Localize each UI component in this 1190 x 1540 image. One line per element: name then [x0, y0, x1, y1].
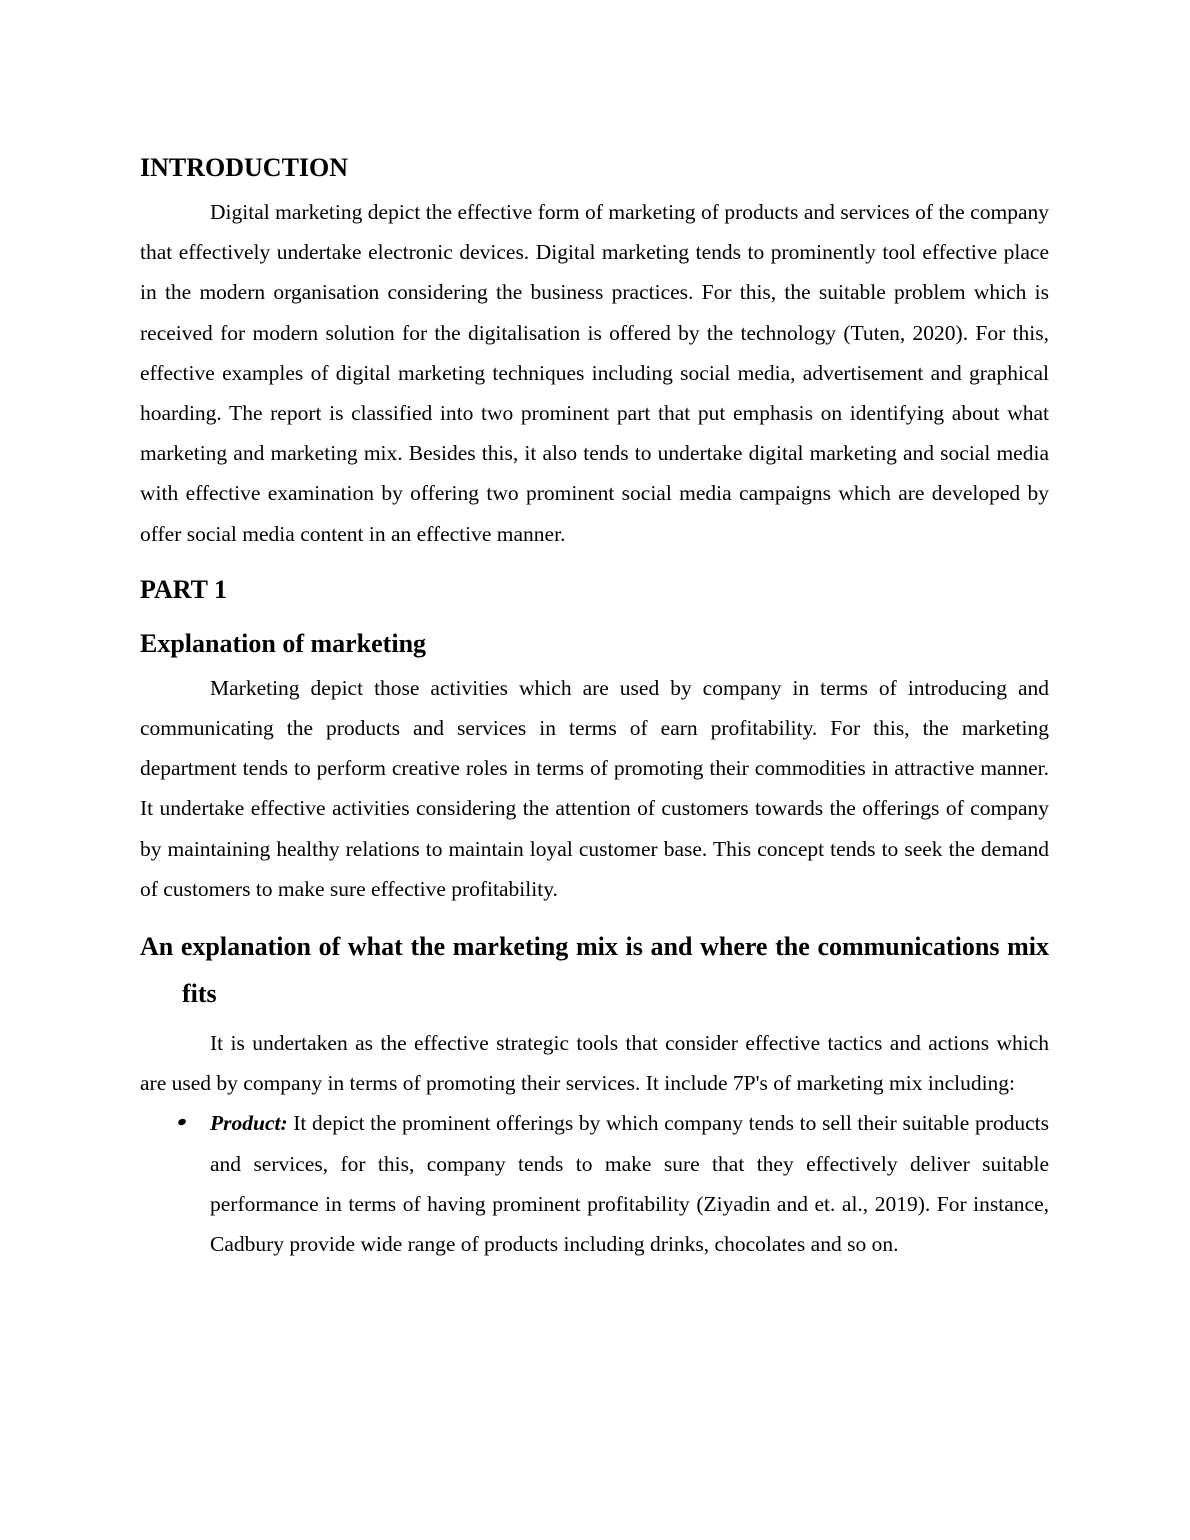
part1-heading: PART 1 [140, 574, 227, 604]
bullet-icon [177, 1118, 187, 1127]
marketing-mix-list [140, 1103, 1049, 1264]
marketing-mix-heading: An explanation of what the marketing mix is and where the communications mix fits [140, 932, 1049, 1009]
document-page [140, 150, 1049, 1264]
introduction-heading: INTRODUCTION [140, 153, 349, 182]
marketing-mix-paragraph: It is undertaken as the effective strategic tools that consider effective tactics and actions which are used by company in terms of promoting their services. It include 7P's of marketing mix including: [140, 1031, 1049, 1096]
introduction-paragraph: Digital marketing depict the effective form of marketing of products and services of the company that effectively undertake electronic devices. Digital marketing tends to prominently tool effective place in the modern organisation considering the business practices. For this, the suitable problem which is received for modern solution for the digitalisation is offered by the technology (Tuten, 2020). For this, effective examples of digital marketing techniques including social media, advertisement and graphical hoarding. The report is classified into two prominent part that put emphasis on identifying about what marketing and marketing mix. Besides this, it also tends to undertake digital marketing and social media with effective examination by offering two prominent social media campaigns which are developed by offer social media content in an effective manner. [140, 200, 1049, 546]
list-item [140, 1103, 1049, 1264]
explanation-of-marketing-paragraph: Marketing depict those activities which are used by company in terms of introducing and communicating the products and services in terms of earn profitability. For this, the marketing department tends to perform creative roles in terms of promoting their commodities in attractive manner. It undertake effective activities considering the attention of customers towards the offerings of company by maintaining healthy relations to maintain loyal customer base. This concept tends to seek the demand of customers to make sure effective profitability. [140, 675, 1049, 901]
bullet-text: It depict the prominent offerings by which company tends to sell their suitable products and services, for this, company tends to make sure that they effectively deliver suitable performance in terms of having prominent profitability (Ziyadin and et. al., 2019). For instance, Cadbury provide wide range of products including drinks, chocolates and so on. [210, 1111, 1049, 1257]
explanation-of-marketing-heading: Explanation of marketing [140, 628, 427, 658]
bullet-term: Product: [210, 1111, 288, 1136]
